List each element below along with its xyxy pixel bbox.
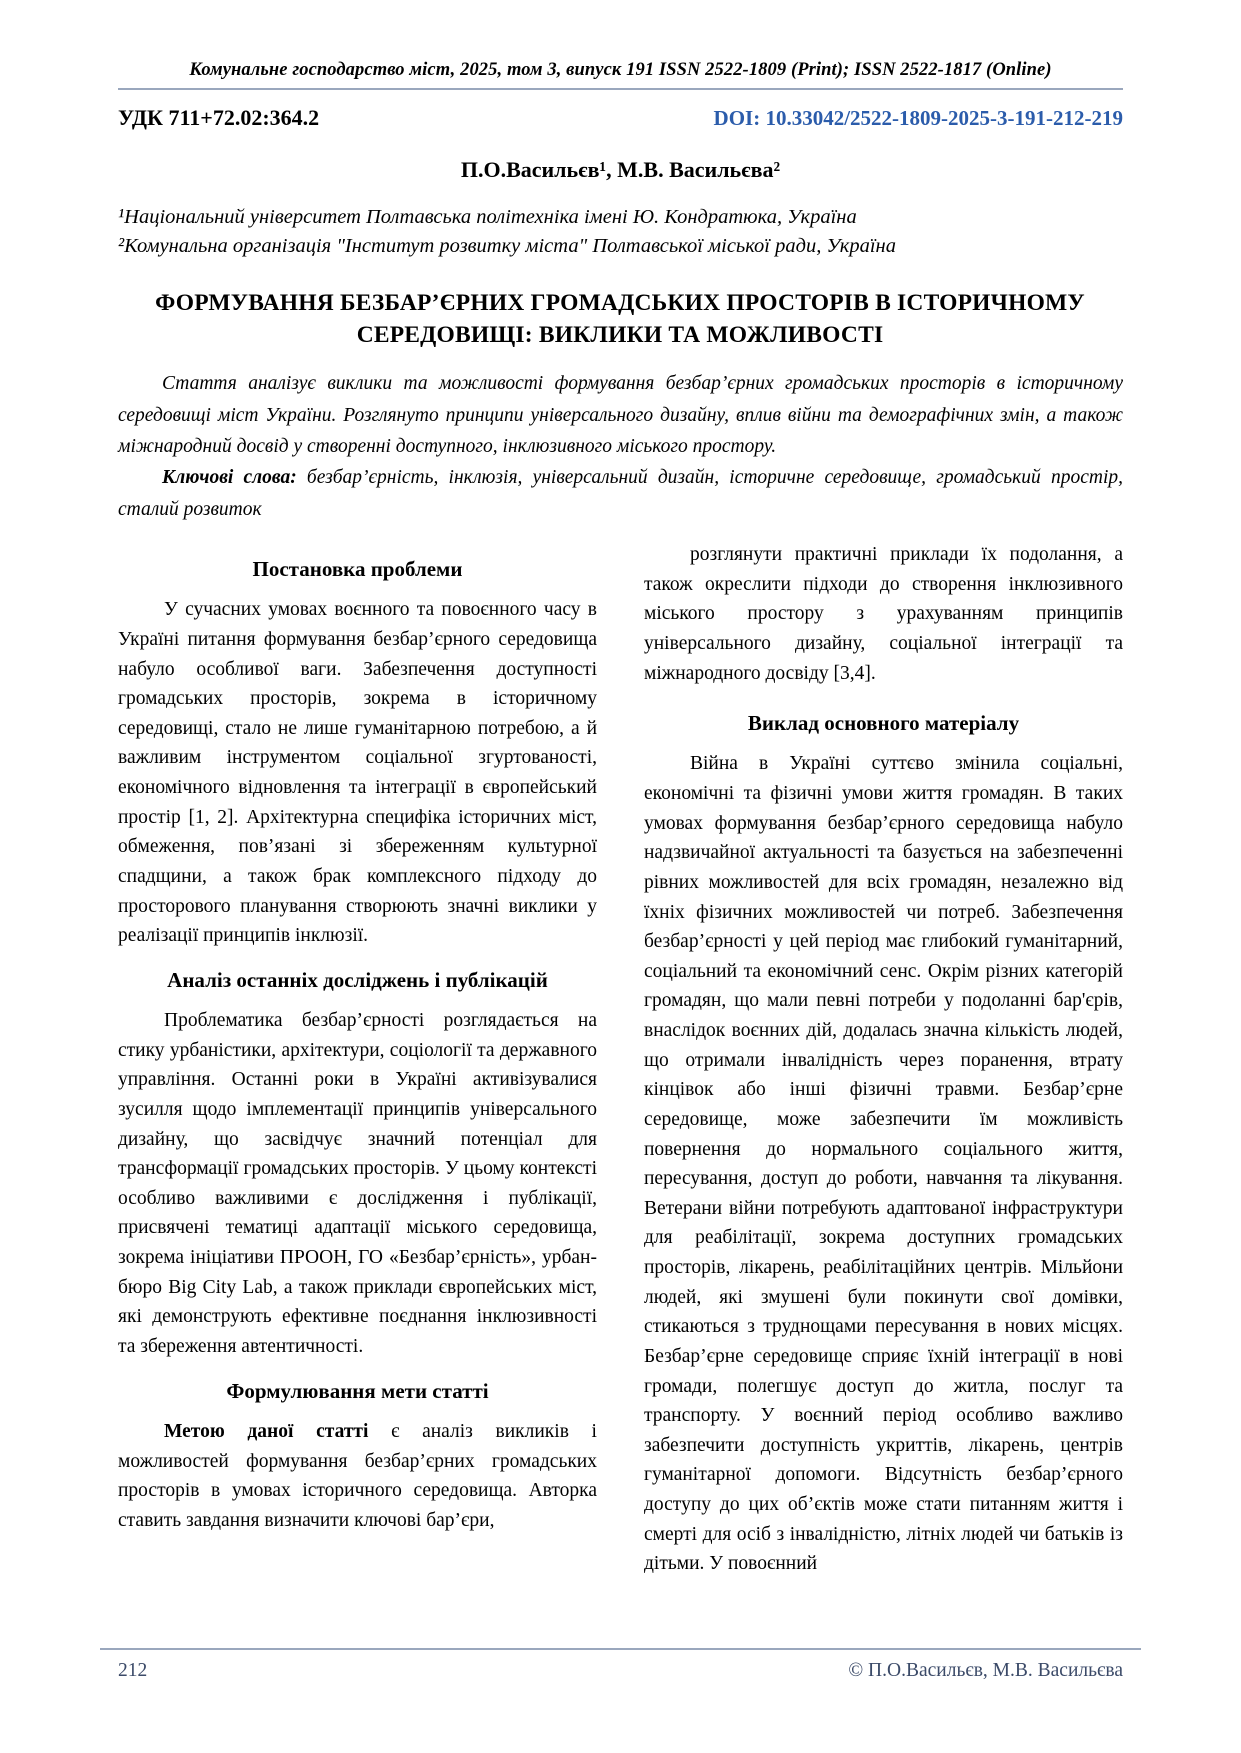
paragraph-literature-analysis: Проблематика безбар’єрності розглядається на стику урбаністики, архітектури, соціології та державного управління. Останні роки в Україні активізувалися зусилля щодо імплементації принципів універсального дизайну, що засвідчує значний потенціал для трансформації громадських просторів. У цьому контексті особливо важливими є дослідження і публікації, присвячені тематиці адаптації міського середовища, зокрема ініціативи ПРООН, ГО «Безбар’єрність», урбан-бюро Big City Lab, а також приклади європейських міст, які демонструють ефективне поєднання інклюзивності та збереження автентичності. bbox=[118, 1010, 597, 1357]
section-heading-literature-analysis: Аналіз останніх досліджень і публікацій bbox=[167, 967, 548, 992]
abstract: Стаття аналізує виклики та можливості формування безбар’єрних громадських просторів в історичному середовищі міст України. Розглянуто принципи універсального дизайну, вплив війни та демографічних змін, а також міжнародний досвід у створенні доступного, інклюзивного міського простору. bbox=[118, 373, 1123, 458]
paragraph-aim-continued: розглянути практичні приклади їх подолання, а також окреслити підходи до створення інклюзивного міського простору з урахуванням принципів універсального дизайну, соціальної інтеграції та міжнародного досвіду [3,4]. bbox=[644, 544, 1123, 684]
left-column bbox=[118, 540, 597, 1615]
paragraph-problem-statement: У сучасних умовах воєнного та повоєнного часу в Україні питання формування безбар’єрного середовища набуло особливої ваги. Забезпечення доступності громадських просторів, зокрема в історичному середовищі, стало не лише гуманітарною потребою, а й важливим інструментом соціальної згуртованості, економічного відновлення та інтеграції в європейський простір [1, 2]. Архітектурна специфіка історичних міст, обмеження, пов’язані зі збереженням культурної спадщини, а також брак комплексного підходу до просторового планування створюють значні виклики у реалізації принципів інклюзії. bbox=[118, 599, 597, 947]
running-head: Комунальне господарство міст, 2025, том 3, випуск 191 ISSN 2522-1809 (Print); ISSN 2522-1817 (Online) bbox=[189, 60, 1052, 80]
identifier-row bbox=[118, 105, 1123, 131]
doi-link[interactable]: DOI: 10.33042/2522-1809-2025-3-191-212-219 bbox=[713, 106, 1123, 130]
article-aim-text: є аналіз викликів і можливостей формування безбар’єрних громадських просторів в умовах історичного середовища. Авторка ставить завдання визначити ключові бар’єри, bbox=[118, 1420, 597, 1531]
section-heading-article-aim: Формулювання мети статті bbox=[226, 1378, 489, 1403]
keywords-label: Ключові слова: bbox=[162, 467, 297, 488]
keywords bbox=[118, 462, 1123, 525]
author-line: П.О.Васильєв¹, М.В. Васильєва² bbox=[460, 157, 781, 182]
keywords-list: безбар’єрність, інклюзія, універсальний дизайн, історичне середовище, громадський простір, сталий розвиток bbox=[118, 467, 1124, 520]
paragraph-main-material: Війна в Україні суттєво змінила соціальні, економічні та фізичні умови життя громадян. В таких умовах формування безбар’єрного середовища набуло надзвичайної актуальності та базується на забезпеченні рівних можливостей для всіх громадян, незалежно від їхніх фізичних можливостей чи потреб. Забезпечення безбар’єрності у цей період має глибокий гуманітарний, соціальний та економічний сенс. Окрім різних категорій громадян, що мали певні потреби у подоланні бар'єрів, внаслідок воєнних дій, додалась значна кількість людей, що отримали інвалідність через поранення, втрату кінцівок або інші фізичні травми. Безбар’єрне середовище, може забезпечити їм можливість повернення до нормального соціального життя, пересування, доступ до роботи, навчання та лікування. Ветерани війни потребують адаптованої інфраструктури для реабілітації, зокрема доступних громадських просторів, лікарень, реабілітаційних центрів. Мільйони людей, які змушені були покинути свої домівки, стикаються з труднощами пересування в нових місцях. Безбар’єрне середовище сприяє їхній інтеграції в нові громади, полегшує доступ до житла, послуг та транспорту. У воєнний період особливо важливо забезпечити доступність укриттів, лікарень, центрів гуманітарної допомоги. Відсутність безбар’єрного доступу до цих об’єктів може стати питанням життя і смерті для осіб з інвалідністю, літніх людей чи батьків із дітьми. У повоєнний bbox=[644, 753, 1123, 1575]
udk-code: УДК 711+72.02:364.2 bbox=[118, 105, 320, 130]
section-heading-main-material: Виклад основного матеріалу bbox=[747, 711, 1020, 736]
body-columns bbox=[118, 540, 1123, 1615]
footer-divider bbox=[100, 1648, 1141, 1650]
right-column bbox=[644, 540, 1123, 1615]
paragraph-article-aim bbox=[118, 1417, 597, 1536]
page-footer bbox=[118, 1660, 1123, 1682]
affiliation-2: ²Комунальна організація "Інститут розвитку міста" Полтавської міської ради, Україна bbox=[118, 235, 896, 258]
affiliation-1: ¹Національний університет Полтавська політехніка імені Ю. Кондратюка, Україна bbox=[118, 206, 857, 228]
copyright-notice: © П.О.Васильєв, М.В. Васильєва bbox=[848, 1660, 1123, 1681]
running-head-divider bbox=[118, 88, 1123, 90]
page-number: 212 bbox=[118, 1660, 148, 1681]
section-heading-problem-statement: Постановка проблеми bbox=[252, 557, 463, 581]
article-title: ФОРМУВАННЯ БЕЗБАР’ЄРНИХ ГРОМАДСЬКИХ ПРОСТОРІВ В ІСТОРИЧНОМУ СЕРЕДОВИЩІ: ВИКЛИКИ ТА МОЖЛИВОСТІ bbox=[155, 290, 1085, 348]
affiliations bbox=[118, 203, 1123, 261]
article-aim-lead-in: Метою даної статті bbox=[164, 1420, 369, 1442]
